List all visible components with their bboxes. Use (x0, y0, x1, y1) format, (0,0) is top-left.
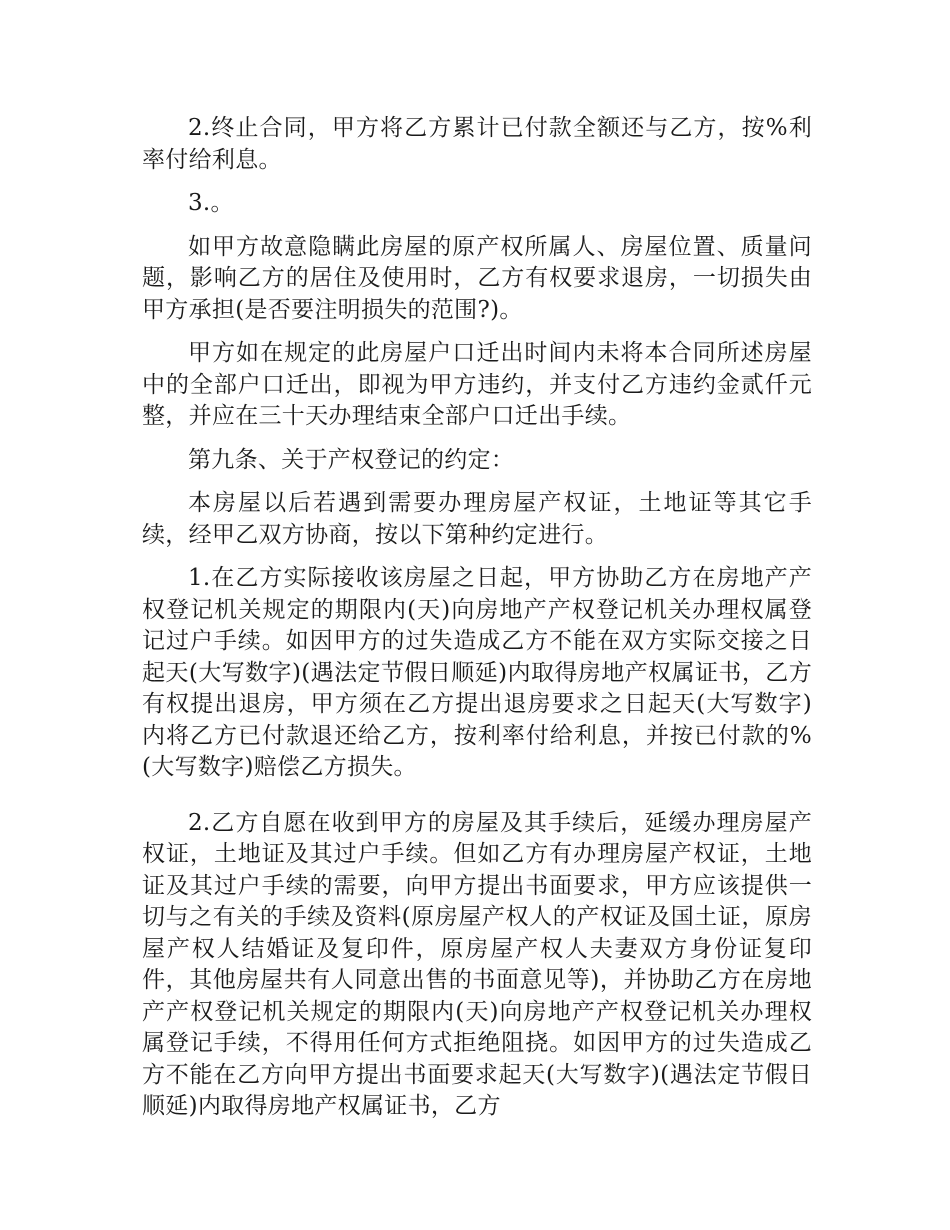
paragraph-option-2: 2.乙方自愿在收到甲方的房屋及其手续后，延缓办理房屋产权证，土地证及其过户手续。但如乙方有办理房屋产权证，土地证及其过户手续的需要，向甲方提出书面要求，甲方应该提供一切与之有关的手续及资料(原房屋产权人的产权证及国土证，原房屋产权人结婚证及复印件，原房屋产权人夫妻双方身份证复印件，其他房屋共有人同意出售的书面意见等)，并协助乙方在房地产产权登记机关规定的期限内(天)向房地产产权登记机关办理权属登记手续，不得用任何方式拒绝阻挠。如因甲方的过失造成乙方不能在乙方向甲方提出书面要求起天(大写数字)(遇法定节假日顺延)内取得房地产权属证书，乙方 (142, 809, 812, 1119)
paragraph-concealment: 如甲方故意隐瞒此房屋的原产权所属人、房屋位置、质量问题，影响乙方的居住及使用时，乙方有权要求退房，一切损失由甲方承担(是否要注明损失的范围?)。 (142, 233, 812, 323)
section-heading-article-9: 第九条、关于产权登记的约定： (188, 446, 515, 473)
paragraph-item-3: 3.。 (188, 190, 234, 216)
paragraph-property-procedures: 本房屋以后若遇到需要办理房屋产权证，土地证等其它手续，经甲乙双方协商，按以下第种约定进行。 (142, 490, 812, 548)
paragraph-household-registration: 甲方如在规定的此房屋户口迁出时间内未将本合同所述房屋中的全部户口迁出，即视为甲方违约，并支付乙方违约金贰仟元整，并应在三十天办理结束全部户口迁出手续。 (142, 340, 812, 429)
document-body (142, 113, 812, 1135)
paragraph-terminate-contract: 2.终止合同，甲方将乙方累计已付款全额还与乙方，按%利率付给利息。 (142, 115, 812, 173)
paragraph-option-1: 1.在乙方实际接收该房屋之日起，甲方协助乙方在房地产产权登记机关规定的期限内(天)向房地产产权登记机关办理权属登记过户手续。如因甲方的过失造成乙方不能在双方实际交接之日起天(大写数字)(遇法定节假日顺延)内取得房地产权属证书，乙方有权提出退房，甲方须在乙方提出退房要求之日起天(大写数字)内将乙方已付款退还给乙方，按利率付给利息，并按已付款的%(大写数字)赔偿乙方损失。 (142, 565, 812, 780)
